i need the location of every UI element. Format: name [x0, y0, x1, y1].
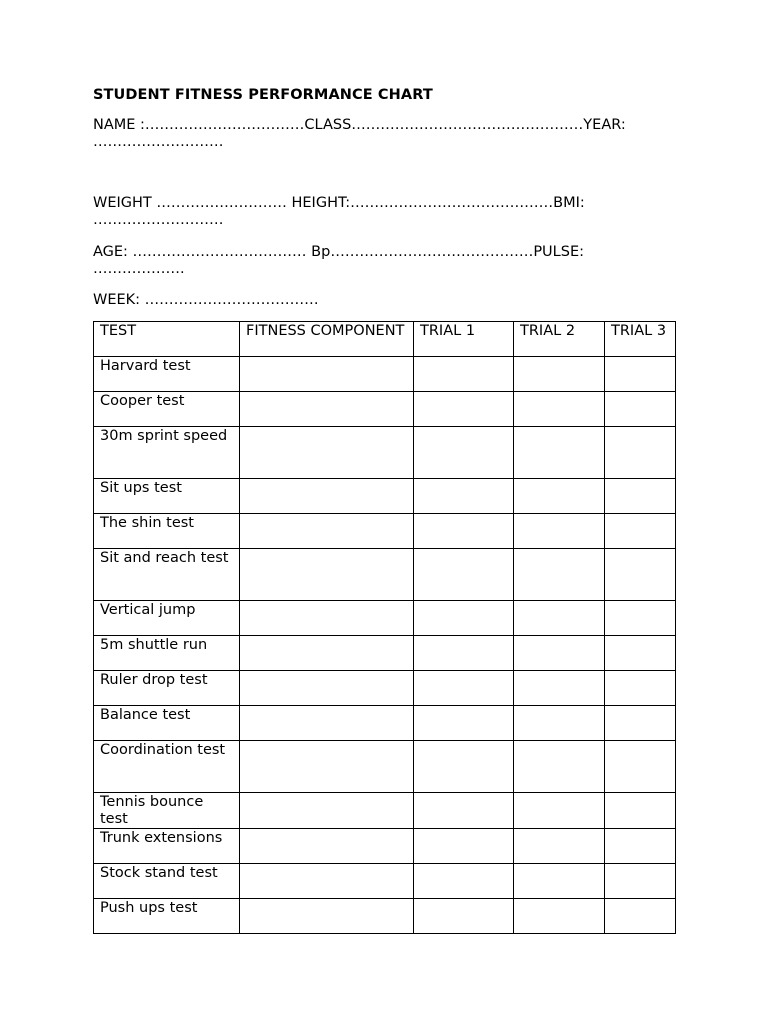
test-name-cell: Sit ups test — [94, 479, 240, 514]
header-trial-3: TRIAL 3 — [605, 322, 676, 357]
fitness-component-cell[interactable] — [240, 392, 414, 427]
trial-2-cell[interactable] — [514, 864, 605, 899]
trial-1-cell[interactable] — [414, 601, 514, 636]
trial-3-cell[interactable] — [605, 479, 676, 514]
trial-3-cell[interactable] — [605, 671, 676, 706]
trial-1-cell[interactable] — [414, 706, 514, 741]
fitness-component-cell[interactable] — [240, 864, 414, 899]
table-row — [94, 427, 676, 479]
test-name-cell: Sit and reach test — [94, 549, 240, 601]
trial-2-cell[interactable] — [514, 549, 605, 601]
trial-1-cell[interactable] — [414, 636, 514, 671]
trial-2-cell[interactable] — [514, 671, 605, 706]
trial-2-cell[interactable] — [514, 514, 605, 549]
table-row — [94, 706, 676, 741]
test-name-cell: Balance test — [94, 706, 240, 741]
fitness-component-cell[interactable] — [240, 427, 414, 479]
trial-2-cell[interactable] — [514, 392, 605, 427]
table-row — [94, 741, 676, 793]
fitness-component-cell[interactable] — [240, 549, 414, 601]
trial-1-cell[interactable] — [414, 514, 514, 549]
fitness-component-cell[interactable] — [240, 899, 414, 934]
trial-1-cell[interactable] — [414, 899, 514, 934]
table-row — [94, 864, 676, 899]
trial-2-cell[interactable] — [514, 636, 605, 671]
trial-1-cell[interactable] — [414, 793, 514, 829]
trial-3-cell[interactable] — [605, 829, 676, 864]
test-name-cell: Cooper test — [94, 392, 240, 427]
weight-height-bmi-field: WEIGHT ……………………… HEIGHT:……………………………………BMI: ……………………… — [93, 195, 585, 228]
test-name-cell: Harvard test — [94, 357, 240, 392]
fitness-component-cell[interactable] — [240, 829, 414, 864]
header-trial-2: TRIAL 2 — [514, 322, 605, 357]
test-name-cell: 5m shuttle run — [94, 636, 240, 671]
trial-1-cell[interactable] — [414, 357, 514, 392]
trial-1-cell[interactable] — [414, 549, 514, 601]
test-name-cell: Push ups test — [94, 899, 240, 934]
test-name-cell: Tennis bounce test — [94, 793, 240, 829]
fitness-component-cell[interactable] — [240, 601, 414, 636]
fitness-component-cell[interactable] — [240, 793, 414, 829]
trial-2-cell[interactable] — [514, 479, 605, 514]
table-row — [94, 392, 676, 427]
trial-3-cell[interactable] — [605, 392, 676, 427]
table-row — [94, 357, 676, 392]
trial-1-cell[interactable] — [414, 864, 514, 899]
test-name-cell: 30m sprint speed — [94, 427, 240, 479]
test-name-cell: Coordination test — [94, 741, 240, 793]
header-test: TEST — [94, 322, 240, 357]
fitness-table — [93, 321, 676, 934]
table-row — [94, 671, 676, 706]
trial-2-cell[interactable] — [514, 357, 605, 392]
table-row — [94, 829, 676, 864]
trial-2-cell[interactable] — [514, 427, 605, 479]
trial-2-cell[interactable] — [514, 601, 605, 636]
fitness-component-cell[interactable] — [240, 741, 414, 793]
trial-3-cell[interactable] — [605, 741, 676, 793]
trial-1-cell[interactable] — [414, 427, 514, 479]
trial-1-cell[interactable] — [414, 829, 514, 864]
trial-2-cell[interactable] — [514, 741, 605, 793]
test-name-cell: Stock stand test — [94, 864, 240, 899]
week-field: WEEK: ……………………………… — [93, 292, 319, 308]
test-name-cell: The shin test — [94, 514, 240, 549]
trial-3-cell[interactable] — [605, 899, 676, 934]
header-trial-1: TRIAL 1 — [414, 322, 514, 357]
table-row — [94, 514, 676, 549]
trial-2-cell[interactable] — [514, 899, 605, 934]
trial-1-cell[interactable] — [414, 741, 514, 793]
table-row — [94, 899, 676, 934]
trial-3-cell[interactable] — [605, 793, 676, 829]
table-row — [94, 793, 676, 829]
name-class-year-field: NAME :……………………………CLASS…………………………………………YEAR: ……………………… — [93, 117, 626, 150]
table-header-row — [94, 322, 676, 357]
trial-1-cell[interactable] — [414, 392, 514, 427]
document-title: STUDENT FITNESS PERFORMANCE CHART — [93, 87, 433, 103]
trial-3-cell[interactable] — [605, 601, 676, 636]
trial-1-cell[interactable] — [414, 671, 514, 706]
trial-3-cell[interactable] — [605, 549, 676, 601]
table-row — [94, 636, 676, 671]
test-name-cell: Ruler drop test — [94, 671, 240, 706]
fitness-component-cell[interactable] — [240, 706, 414, 741]
header-fitness-component: FITNESS COMPONENT — [240, 322, 414, 357]
table-row — [94, 601, 676, 636]
table-row — [94, 549, 676, 601]
trial-2-cell[interactable] — [514, 829, 605, 864]
table-row — [94, 479, 676, 514]
trial-3-cell[interactable] — [605, 864, 676, 899]
age-bp-pulse-field: AGE: ……………………………… Bp……………………………………PULSE: ………………. — [93, 244, 585, 277]
trial-1-cell[interactable] — [414, 479, 514, 514]
trial-2-cell[interactable] — [514, 793, 605, 829]
fitness-component-cell[interactable] — [240, 671, 414, 706]
test-name-cell: Trunk extensions — [94, 829, 240, 864]
trial-3-cell[interactable] — [605, 514, 676, 549]
trial-3-cell[interactable] — [605, 357, 676, 392]
trial-2-cell[interactable] — [514, 706, 605, 741]
fitness-component-cell[interactable] — [240, 479, 414, 514]
fitness-component-cell[interactable] — [240, 514, 414, 549]
trial-3-cell[interactable] — [605, 636, 676, 671]
table-body — [94, 357, 676, 934]
trial-3-cell[interactable] — [605, 706, 676, 741]
fitness-component-cell[interactable] — [240, 636, 414, 671]
trial-3-cell[interactable] — [605, 427, 676, 479]
fitness-component-cell[interactable] — [240, 357, 414, 392]
test-name-cell: Vertical jump — [94, 601, 240, 636]
